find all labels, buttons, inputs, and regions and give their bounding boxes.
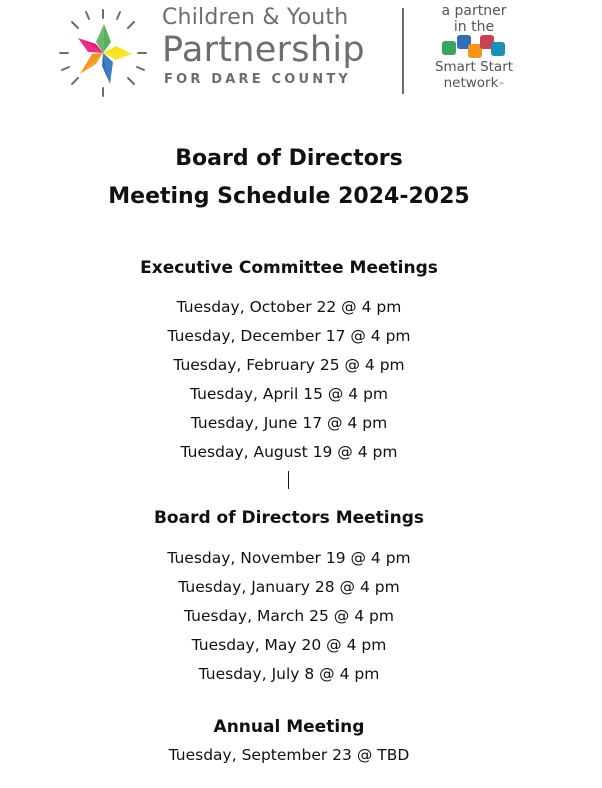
organization-name [162, 4, 365, 89]
org-name-line3: FOR DARE COUNTY [164, 72, 352, 87]
network-block [442, 41, 456, 55]
document-title-line2: Meeting Schedule 2024-2025 [108, 184, 470, 209]
meeting-date: Tuesday, June 17 @ 4 pm [190, 414, 388, 432]
meeting-date: Tuesday, July 8 @ 4 pm [198, 665, 380, 683]
meeting-date: Tuesday, April 15 @ 4 pm [189, 385, 389, 403]
meeting-date: Tuesday, September 23 @ TBD [168, 746, 410, 764]
trademark-symbol: ™ [498, 82, 505, 89]
meeting-date: Tuesday, August 19 @ 4 pm [180, 443, 398, 461]
smart-start-partner-logo [428, 3, 520, 94]
logo-petal [103, 24, 111, 53]
meeting-date: Tuesday, October 22 @ 4 pm [176, 298, 402, 316]
smart-start-blocks-icon [428, 35, 520, 59]
meeting-date: Tuesday, March 25 @ 4 pm [184, 607, 394, 625]
logo-petal [103, 46, 132, 54]
partner-line2: in the [453, 19, 495, 35]
header [0, 0, 602, 110]
annual-meeting-heading: Annual Meeting [213, 717, 365, 737]
document-title-line1: Board of Directors [175, 146, 403, 171]
meeting-date: Tuesday, December 17 @ 4 pm [167, 327, 411, 345]
executive-committee-heading: Executive Committee Meetings [140, 258, 438, 278]
header-divider [402, 8, 404, 94]
meeting-date: Tuesday, January 28 @ 4 pm [178, 578, 400, 596]
partner-line1: a partner [441, 3, 507, 19]
meeting-date: Tuesday, February 25 @ 4 pm [173, 356, 405, 374]
org-name-line1: Children & Youth [162, 5, 349, 30]
partner-line4: network™ [443, 75, 505, 91]
board-meetings-heading: Board of Directors Meetings [153, 508, 425, 528]
text-cursor [288, 471, 289, 489]
network-block [491, 42, 505, 56]
star-logo-icon [58, 8, 148, 98]
org-name-line2: Partnership [162, 30, 365, 70]
meeting-date: Tuesday, May 20 @ 4 pm [191, 636, 387, 654]
partner-line3: Smart Start [434, 59, 514, 75]
meeting-date: Tuesday, November 19 @ 4 pm [167, 549, 411, 567]
